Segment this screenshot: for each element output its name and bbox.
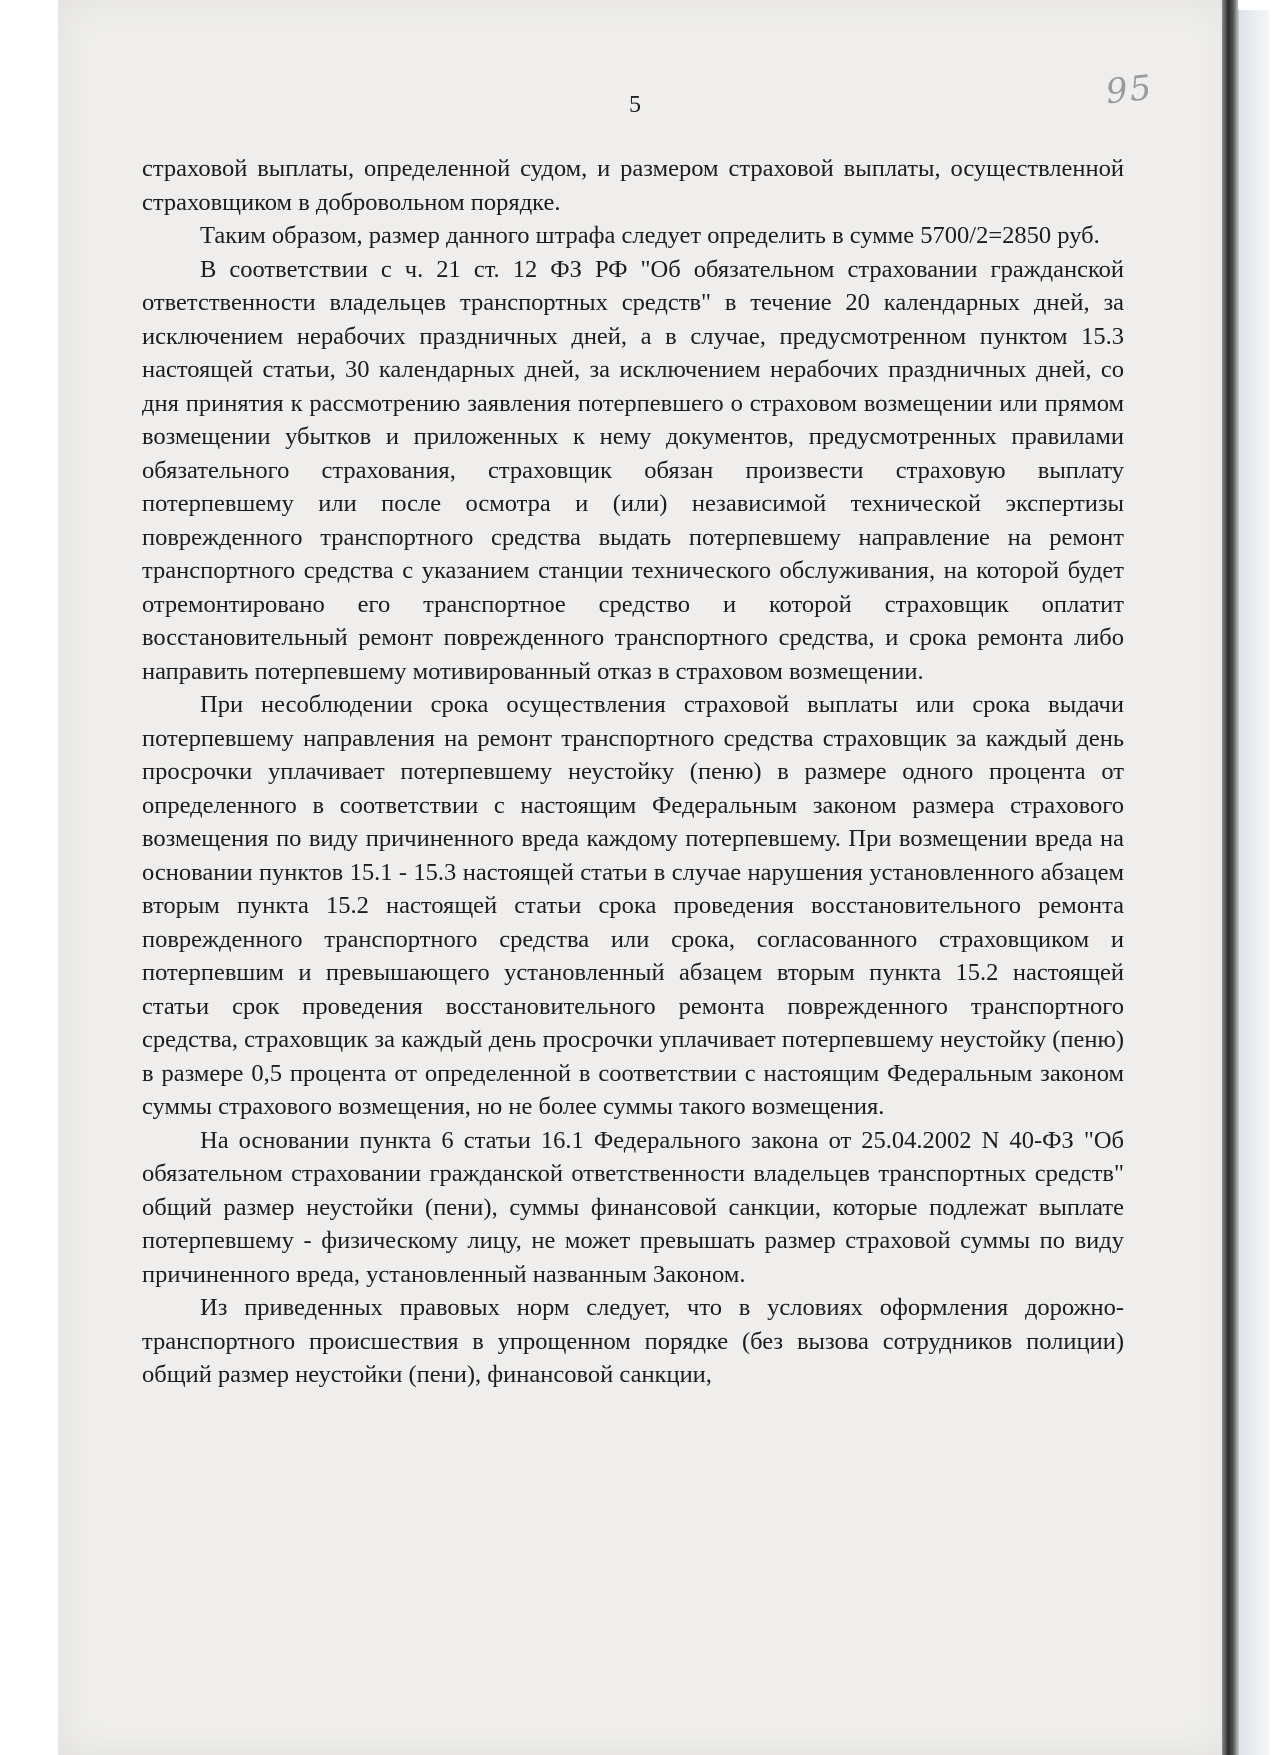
paragraph-law-article-12: В соответствии с ч. 21 ст. 12 ФЗ РФ "Об обязательном страховании гражданской ответственности владельцев транспортных средств" в течение 20 календарных дней, за исключением нерабочих праздничных дней, а в случае, предусмотренном пунктом 15.3 настоящей статьи, 30 календарных дней, за исключением нерабочих праздничных дней, со дня принятия к рассмотрению заявления потерпевшего о страховом возмещении или прямом возмещении убытков и приложенных к нему документов, предусмотренных правилами обязательного страхования, страховщик обязан произвести страховую выплату потерпевшему или после осмотра и (или) независимой технической экспертизы поврежденного транспортного средства выдать потерпевшему направление на ремонт транспортного средства с указанием станции технического обслуживания, на которой будет отремонтировано его транспортное средство и которой страховщик оплатит восстановительный ремонт поврежденного транспортного средства, и срока ремонта либо направить потерпевшему мотивированный отказ в страховом возмещении. [142, 255, 1124, 685]
page-binding-edge [1222, 0, 1238, 1755]
paragraph-fine-amount: Таким образом, размер данного штрафа следует определить в сумме 5700/2=2850 руб. [200, 222, 1100, 249]
paragraph-penalty-terms: При несоблюдении срока осуществления страховой выплаты или срока выдачи потерпевшему направления на ремонт транспортного средства страховщик за каждый день просрочки уплачивает потерпевшему неустойку (пеню) в размере одного процента от определенного в соответствии с настоящим Федеральным законом размера страхового возмещения по виду причиненного вреда каждому потерпевшему. При возмещении вреда на основании пунктов 15.1 - 15.3 настоящей статьи в случае нарушения установленного абзацем вторым пункта 15.2 настоящей статьи срока проведения восстановительного ремонта поврежденного транспортного средства или срока, согласованного страховщиком и потерпевшим и превышающего установленный абзацем вторым пункта 15.2 настоящей статьи срок проведения восстановительного ремонта поврежденного транспортного средства, страховщик за каждый день просрочки уплачивает потерпевшему неустойку (пеню) в размере 0,5 процента от определенной в соответствии с настоящим Федеральным законом суммы страхового возмещения, но не более суммы такого возмещения. [142, 691, 1124, 1120]
paragraph-conclusion: Из приведенных правовых норм следует, что в условиях оформления дорожно-транспортного происшествия в упрощенном порядке (без вызова сотрудников полиции) общий размер неустойки (пени), финансовой санкции, [142, 1294, 1124, 1388]
handwritten-page-mark: 95 [1104, 67, 1156, 113]
document-body [142, 152, 1124, 1392]
page-underlay-edge [1238, 10, 1269, 1755]
paragraph-article-16-1: На основании пункта 6 статьи 16.1 Федерального закона от 25.04.2002 N 40-ФЗ "Об обязательном страховании гражданской ответственности владельцев транспортных средств" общий размер неустойки (пени), суммы финансовой санкции, которые подлежат выплате потерпевшему - физическому лицу, не может превышать размер страховой суммы по виду причиненного вреда, установленный названным Законом. [142, 1126, 1124, 1288]
paragraph-continuation: страховой выплаты, определенной судом, и размером страховой выплаты, осуществленной страховщиком в добровольном порядке. [142, 155, 1124, 216]
page-number: 5 [629, 92, 641, 118]
